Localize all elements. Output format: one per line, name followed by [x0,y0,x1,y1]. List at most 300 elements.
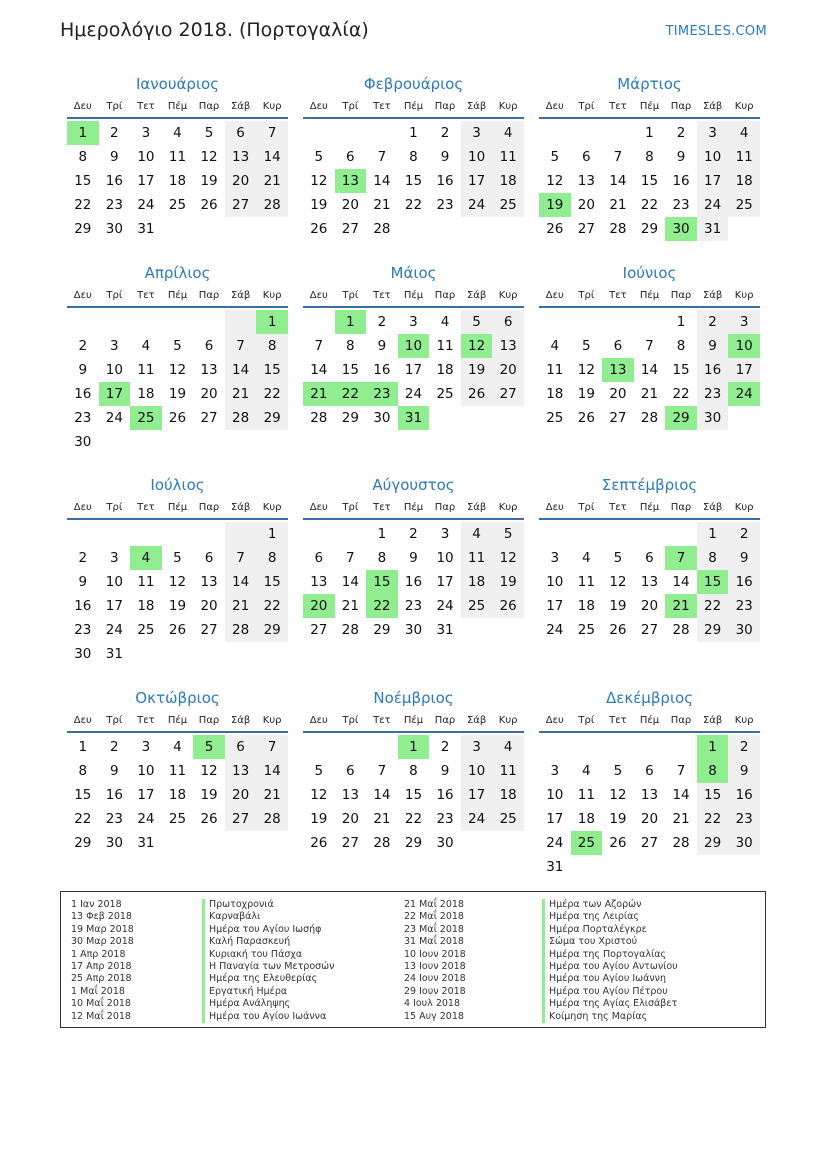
day-cell[interactable]: 13 [492,334,524,358]
day-cell[interactable]: 2 [728,522,760,546]
day-cell[interactable]: 2 [676,125,686,141]
day-cell[interactable]: 17 [137,173,155,189]
day-cell[interactable]: 16 [373,362,391,378]
day-cell[interactable]: 18 [577,598,595,614]
day-cell[interactable]: 5 [173,550,182,566]
day-cell[interactable]: 24 [436,598,454,614]
day-cell[interactable]: 13 [225,145,257,169]
day-cell[interactable]: 18 [137,598,155,614]
day-cell[interactable]: 17 [546,598,564,614]
day-cell[interactable]: 10 [546,787,564,803]
day-cell[interactable]: 24 [105,622,123,638]
day-cell[interactable]: 12 [609,574,627,590]
day-cell[interactable]: 14 [341,574,359,590]
day-cell[interactable]: 25 [577,622,595,638]
day-cell[interactable]: 22 [404,197,423,213]
day-cell[interactable]: 5 [492,522,524,546]
day-cell[interactable]: 3 [141,125,151,141]
day-cell[interactable]: 11 [137,362,155,378]
day-cell[interactable]: 8 [78,149,88,165]
day-cell[interactable]: 27 [225,193,257,217]
day-cell[interactable]: 2 [377,314,387,330]
day-cell[interactable]: 9 [697,334,729,358]
day-cell[interactable]: 25 [461,594,493,618]
day-cell[interactable]: 30 [728,831,760,855]
day-cell[interactable]: 28 [341,622,359,638]
day-cell[interactable]: 14 [256,145,288,169]
day-cell[interactable]: 27 [640,835,659,851]
day-cell[interactable]: 13 [640,787,659,803]
day-cell[interactable]: 7 [377,763,387,779]
day-cell[interactable]: 2 [110,125,119,141]
day-cell[interactable]: 5 [582,338,591,354]
day-cell[interactable]: 3 [728,310,760,334]
day-cell[interactable]: 13 [200,362,218,378]
day-cell[interactable]: 1 [697,735,729,759]
day-cell[interactable]: 4 [492,121,524,145]
day-cell[interactable]: 9 [110,149,119,165]
day-cell[interactable]: 1 [67,121,99,145]
day-cell[interactable]: 1 [645,125,654,141]
day-cell[interactable]: 8 [697,546,729,570]
day-cell[interactable]: 27 [200,410,218,426]
day-cell[interactable]: 22 [404,811,423,827]
day-cell[interactable]: 23 [672,197,690,213]
day-cell[interactable]: 23 [404,598,423,614]
day-cell[interactable]: 26 [492,594,524,618]
day-cell[interactable]: 9 [409,550,418,566]
day-cell[interactable]: 29 [640,221,659,237]
day-cell[interactable]: 12 [168,362,187,378]
day-cell[interactable]: 24 [697,193,729,217]
day-cell[interactable]: 15 [256,358,288,382]
day-cell[interactable]: 31 [697,217,729,241]
day-cell[interactable]: 16 [697,358,729,382]
day-cell[interactable]: 25 [168,811,187,827]
day-cell[interactable]: 19 [200,787,218,803]
day-cell[interactable]: 8 [409,149,418,165]
day-cell[interactable]: 15 [640,173,659,189]
day-cell[interactable]: 31 [546,859,564,875]
day-cell[interactable]: 11 [492,759,524,783]
day-cell[interactable]: 21 [341,598,359,614]
day-cell[interactable]: 17 [137,787,155,803]
day-cell[interactable]: 17 [436,574,454,590]
day-cell[interactable]: 3 [141,739,151,755]
day-cell[interactable]: 15 [404,173,423,189]
day-cell[interactable]: 25 [130,406,162,430]
day-cell[interactable]: 25 [137,622,155,638]
day-cell[interactable]: 25 [571,831,603,855]
day-cell[interactable]: 21 [373,197,391,213]
day-cell[interactable]: 23 [105,197,123,213]
day-cell[interactable]: 30 [404,622,423,638]
day-cell[interactable]: 17 [99,382,131,406]
day-cell[interactable]: 2 [697,310,729,334]
day-cell[interactable]: 7 [256,735,288,759]
day-cell[interactable]: 4 [728,121,760,145]
day-cell[interactable]: 8 [377,550,387,566]
day-cell[interactable]: 24 [137,197,155,213]
day-cell[interactable]: 16 [105,173,123,189]
day-cell[interactable]: 6 [314,550,324,566]
day-cell[interactable]: 6 [582,149,591,165]
day-cell[interactable]: 26 [609,622,627,638]
day-cell[interactable]: 9 [110,763,119,779]
day-cell[interactable]: 27 [225,807,257,831]
day-cell[interactable]: 8 [409,763,418,779]
day-cell[interactable]: 26 [609,835,627,851]
day-cell[interactable]: 3 [110,550,119,566]
day-cell[interactable]: 19 [168,598,187,614]
day-cell[interactable]: 18 [577,811,595,827]
day-cell[interactable]: 26 [310,835,328,851]
day-cell[interactable]: 25 [492,807,524,831]
day-cell[interactable]: 30 [665,217,697,241]
day-cell[interactable]: 11 [492,145,524,169]
day-cell[interactable]: 2 [78,550,88,566]
day-cell[interactable]: 1 [78,739,88,755]
day-cell[interactable]: 27 [609,410,627,426]
day-cell[interactable]: 7 [613,149,623,165]
day-cell[interactable]: 23 [74,622,92,638]
day-cell[interactable]: 14 [373,173,391,189]
day-cell[interactable]: 29 [665,406,697,430]
day-cell[interactable]: 16 [404,574,423,590]
day-cell[interactable]: 11 [546,362,564,378]
day-cell[interactable]: 24 [461,807,493,831]
day-cell[interactable]: 5 [613,550,623,566]
day-cell[interactable]: 15 [672,362,690,378]
day-cell[interactable]: 17 [404,362,423,378]
day-cell[interactable]: 23 [697,382,729,406]
day-cell[interactable]: 21 [672,811,690,827]
day-cell[interactable]: 5 [314,149,324,165]
day-cell[interactable]: 10 [546,574,564,590]
day-cell[interactable]: 20 [609,386,627,402]
day-cell[interactable]: 14 [672,574,690,590]
day-cell[interactable]: 17 [461,169,493,193]
day-cell[interactable]: 26 [200,811,218,827]
day-cell[interactable]: 29 [74,221,92,237]
day-cell[interactable]: 15 [74,787,92,803]
day-cell[interactable]: 9 [440,763,450,779]
day-cell[interactable]: 4 [582,763,591,779]
day-cell[interactable]: 12 [461,334,493,358]
day-cell[interactable]: 9 [728,759,760,783]
day-cell[interactable]: 13 [577,173,595,189]
day-cell[interactable]: 1 [377,526,387,542]
day-cell[interactable]: 11 [168,149,187,165]
day-cell[interactable]: 28 [609,221,627,237]
day-cell[interactable]: 4 [492,735,524,759]
day-cell[interactable]: 9 [377,338,387,354]
day-cell[interactable]: 16 [672,173,690,189]
day-cell[interactable]: 18 [436,362,454,378]
day-cell[interactable]: 13 [310,574,328,590]
day-cell[interactable]: 12 [200,763,218,779]
day-cell[interactable]: 6 [645,763,654,779]
day-cell[interactable]: 30 [74,646,92,662]
day-cell[interactable]: 26 [168,622,187,638]
day-cell[interactable]: 8 [256,334,288,358]
day-cell[interactable]: 1 [256,310,288,334]
day-cell[interactable]: 31 [105,646,123,662]
day-cell[interactable]: 26 [577,410,595,426]
day-cell[interactable]: 3 [110,338,119,354]
day-cell[interactable]: 19 [310,811,328,827]
day-cell[interactable]: 17 [697,169,729,193]
day-cell[interactable]: 14 [640,362,659,378]
day-cell[interactable]: 14 [225,570,257,594]
day-cell[interactable]: 29 [697,618,729,642]
day-cell[interactable]: 16 [436,173,454,189]
day-cell[interactable]: 28 [672,835,690,851]
day-cell[interactable]: 7 [314,338,324,354]
day-cell[interactable]: 5 [173,338,182,354]
day-cell[interactable]: 22 [366,594,398,618]
day-cell[interactable]: 20 [341,811,359,827]
day-cell[interactable]: 7 [645,338,654,354]
day-cell[interactable]: 11 [577,787,595,803]
day-cell[interactable]: 22 [697,594,729,618]
day-cell[interactable]: 6 [204,338,214,354]
day-cell[interactable]: 13 [335,169,367,193]
day-cell[interactable]: 22 [697,807,729,831]
day-cell[interactable]: 5 [613,763,623,779]
day-cell[interactable]: 21 [303,382,335,406]
day-cell[interactable]: 31 [398,406,430,430]
day-cell[interactable]: 6 [645,550,654,566]
day-cell[interactable]: 18 [546,386,564,402]
day-cell[interactable]: 12 [492,546,524,570]
day-cell[interactable]: 4 [130,546,162,570]
day-cell[interactable]: 6 [613,338,623,354]
day-cell[interactable]: 24 [461,193,493,217]
day-cell[interactable]: 20 [492,358,524,382]
day-cell[interactable]: 14 [225,358,257,382]
day-cell[interactable]: 19 [200,173,218,189]
day-cell[interactable]: 16 [728,570,760,594]
day-cell[interactable]: 29 [256,406,288,430]
day-cell[interactable]: 10 [728,334,760,358]
day-cell[interactable]: 4 [173,739,182,755]
day-cell[interactable]: 15 [74,173,92,189]
day-cell[interactable]: 26 [200,197,218,213]
day-cell[interactable]: 28 [256,193,288,217]
day-cell[interactable]: 10 [461,145,493,169]
day-cell[interactable]: 19 [492,570,524,594]
day-cell[interactable]: 29 [256,618,288,642]
day-cell[interactable]: 20 [303,594,335,618]
day-cell[interactable]: 21 [665,594,697,618]
day-cell[interactable]: 21 [256,169,288,193]
day-cell[interactable]: 12 [310,787,328,803]
brand-logo[interactable]: TIMESLES.COM [665,24,767,39]
day-cell[interactable]: 24 [105,410,123,426]
day-cell[interactable]: 23 [105,811,123,827]
day-cell[interactable]: 28 [672,622,690,638]
day-cell[interactable]: 14 [609,173,627,189]
day-cell[interactable]: 21 [640,386,659,402]
day-cell[interactable]: 12 [200,149,218,165]
day-cell[interactable]: 29 [341,410,359,426]
day-cell[interactable]: 17 [546,811,564,827]
day-cell[interactable]: 20 [225,169,257,193]
day-cell[interactable]: 11 [436,338,454,354]
day-cell[interactable]: 10 [105,574,123,590]
day-cell[interactable]: 2 [440,125,450,141]
day-cell[interactable]: 22 [640,197,659,213]
day-cell[interactable]: 16 [74,386,92,402]
day-cell[interactable]: 3 [440,526,450,542]
day-cell[interactable]: 11 [168,763,187,779]
day-cell[interactable]: 10 [105,362,123,378]
day-cell[interactable]: 21 [256,783,288,807]
day-cell[interactable]: 28 [225,406,257,430]
day-cell[interactable]: 7 [665,546,697,570]
day-cell[interactable]: 21 [225,594,257,618]
day-cell[interactable]: 15 [404,787,423,803]
day-cell[interactable]: 4 [141,338,151,354]
day-cell[interactable]: 8 [346,338,355,354]
day-cell[interactable]: 20 [200,598,218,614]
day-cell[interactable]: 31 [137,221,155,237]
day-cell[interactable]: 5 [550,149,560,165]
day-cell[interactable]: 26 [310,221,328,237]
day-cell[interactable]: 8 [697,759,729,783]
day-cell[interactable]: 24 [546,835,564,851]
day-cell[interactable]: 28 [256,807,288,831]
day-cell[interactable]: 27 [341,835,359,851]
day-cell[interactable]: 15 [697,570,729,594]
day-cell[interactable]: 28 [310,410,328,426]
day-cell[interactable]: 8 [676,338,686,354]
day-cell[interactable]: 6 [492,310,524,334]
day-cell[interactable]: 4 [461,522,493,546]
day-cell[interactable]: 13 [341,787,359,803]
day-cell[interactable]: 10 [137,763,155,779]
day-cell[interactable]: 13 [602,358,634,382]
day-cell[interactable]: 27 [577,221,595,237]
day-cell[interactable]: 25 [436,386,454,402]
day-cell[interactable]: 22 [672,386,690,402]
day-cell[interactable]: 8 [78,763,88,779]
day-cell[interactable]: 14 [672,787,690,803]
day-cell[interactable]: 24 [137,811,155,827]
day-cell[interactable]: 2 [728,735,760,759]
day-cell[interactable]: 26 [461,382,493,406]
day-cell[interactable]: 24 [728,382,760,406]
day-cell[interactable]: 18 [492,169,524,193]
day-cell[interactable]: 1 [697,522,729,546]
day-cell[interactable]: 6 [346,763,355,779]
day-cell[interactable]: 24 [546,622,564,638]
day-cell[interactable]: 22 [74,197,92,213]
day-cell[interactable]: 7 [256,121,288,145]
day-cell[interactable]: 12 [577,362,595,378]
day-cell[interactable]: 2 [110,739,119,755]
day-cell[interactable]: 6 [225,735,257,759]
day-cell[interactable]: 13 [640,574,659,590]
day-cell[interactable]: 25 [168,197,187,213]
day-cell[interactable]: 14 [310,362,328,378]
day-cell[interactable]: 15 [256,570,288,594]
day-cell[interactable]: 16 [105,787,123,803]
day-cell[interactable]: 12 [168,574,187,590]
day-cell[interactable]: 12 [609,787,627,803]
day-cell[interactable]: 1 [409,125,418,141]
day-cell[interactable]: 23 [74,410,92,426]
day-cell[interactable]: 21 [225,382,257,406]
day-cell[interactable]: 30 [105,221,123,237]
day-cell[interactable]: 26 [546,221,564,237]
day-cell[interactable]: 26 [168,410,187,426]
day-cell[interactable]: 23 [366,382,398,406]
day-cell[interactable]: 9 [440,149,450,165]
day-cell[interactable]: 4 [582,550,591,566]
day-cell[interactable]: 24 [404,386,423,402]
day-cell[interactable]: 18 [137,386,155,402]
day-cell[interactable]: 2 [440,739,450,755]
day-cell[interactable]: 22 [256,382,288,406]
day-cell[interactable]: 11 [577,574,595,590]
day-cell[interactable]: 25 [492,193,524,217]
day-cell[interactable]: 22 [74,811,92,827]
day-cell[interactable]: 19 [539,193,571,217]
day-cell[interactable]: 15 [341,362,359,378]
day-cell[interactable]: 25 [546,410,564,426]
day-cell[interactable]: 4 [550,338,560,354]
day-cell[interactable]: 14 [373,787,391,803]
day-cell[interactable]: 4 [440,314,450,330]
day-cell[interactable]: 5 [461,310,493,334]
day-cell[interactable]: 7 [377,149,387,165]
day-cell[interactable]: 30 [697,406,729,430]
day-cell[interactable]: 28 [640,410,659,426]
day-cell[interactable]: 16 [436,787,454,803]
day-cell[interactable]: 19 [577,386,595,402]
day-cell[interactable]: 15 [366,570,398,594]
day-cell[interactable]: 18 [728,169,760,193]
day-cell[interactable]: 1 [398,735,430,759]
day-cell[interactable]: 9 [78,574,88,590]
day-cell[interactable]: 30 [373,410,391,426]
day-cell[interactable]: 15 [697,783,729,807]
day-cell[interactable]: 3 [409,314,418,330]
day-cell[interactable]: 23 [728,807,760,831]
day-cell[interactable]: 10 [398,334,430,358]
day-cell[interactable]: 20 [640,811,659,827]
day-cell[interactable]: 29 [404,835,423,851]
day-cell[interactable]: 19 [461,358,493,382]
day-cell[interactable]: 30 [436,835,454,851]
day-cell[interactable]: 28 [373,835,391,851]
day-cell[interactable]: 6 [204,550,214,566]
day-cell[interactable]: 10 [137,149,155,165]
day-cell[interactable]: 25 [728,193,760,217]
day-cell[interactable]: 19 [168,386,187,402]
day-cell[interactable]: 17 [728,358,760,382]
day-cell[interactable]: 10 [697,145,729,169]
day-cell[interactable]: 1 [335,310,367,334]
day-cell[interactable]: 23 [728,594,760,618]
day-cell[interactable]: 5 [314,763,324,779]
day-cell[interactable]: 2 [409,526,418,542]
day-cell[interactable]: 7 [225,546,257,570]
day-cell[interactable]: 3 [550,763,560,779]
day-cell[interactable]: 12 [546,173,564,189]
